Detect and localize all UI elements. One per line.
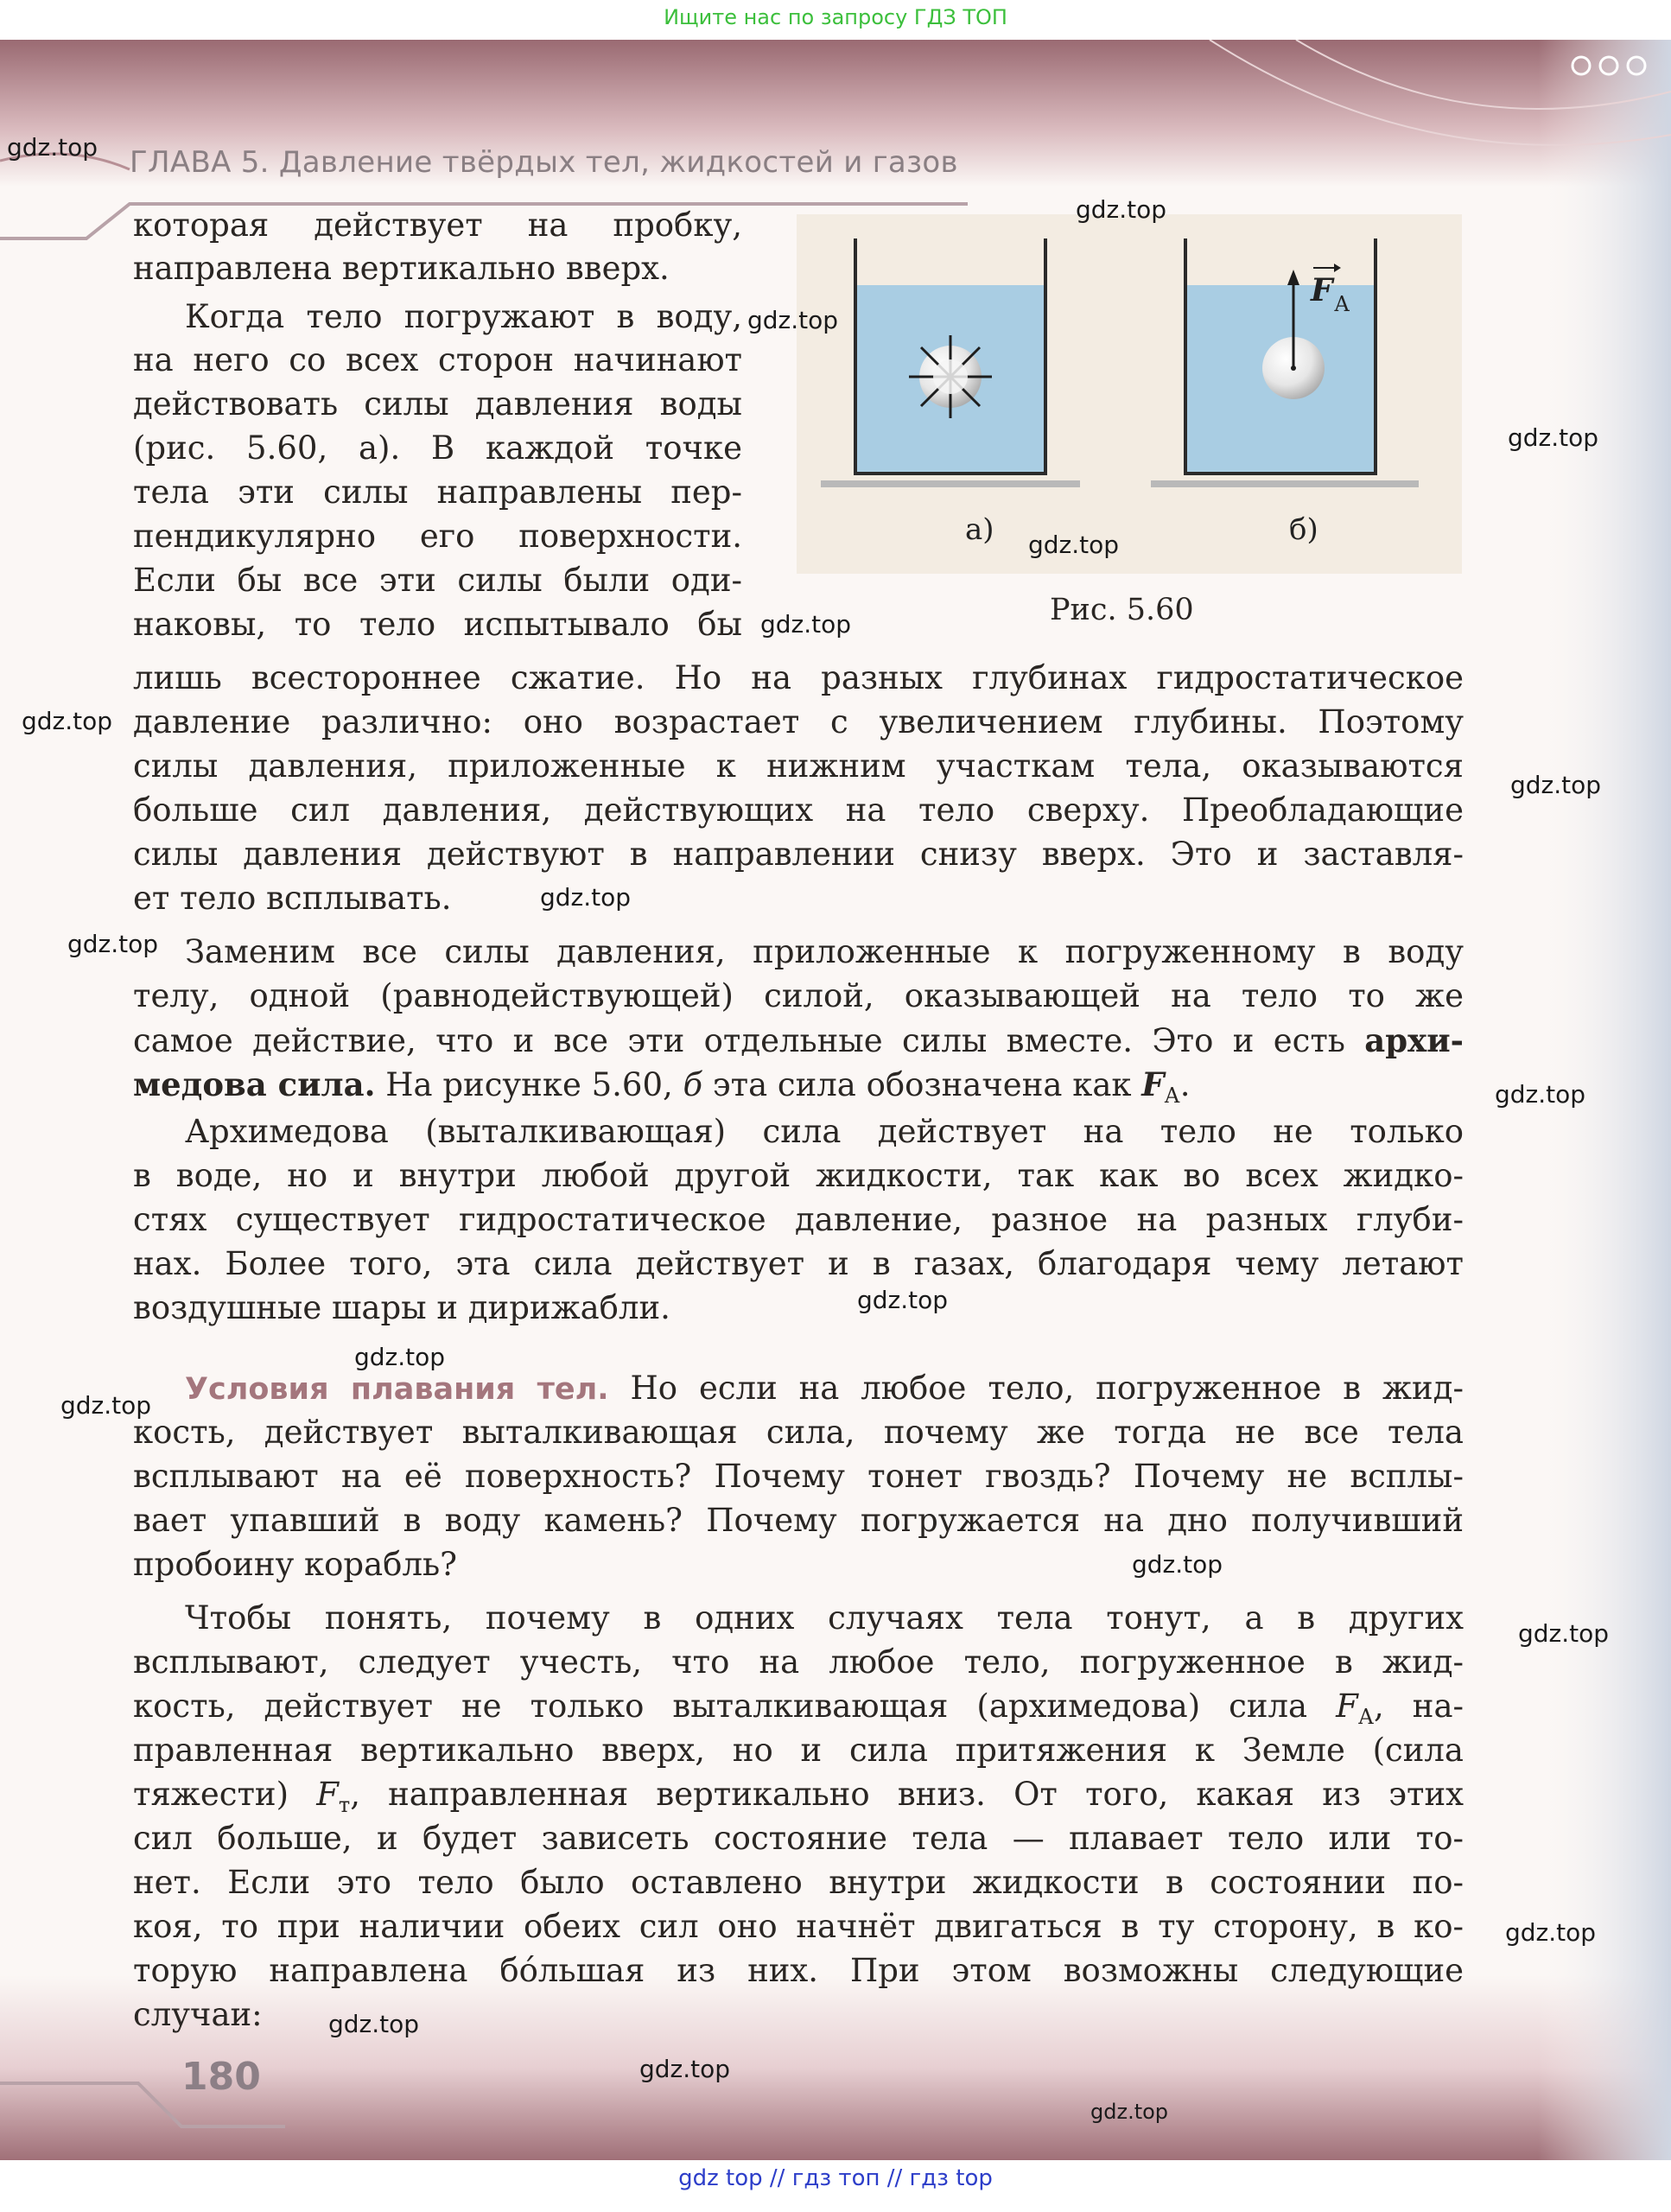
force-label-f: F bbox=[1311, 272, 1333, 308]
watermark: gdz.top bbox=[857, 1286, 949, 1314]
text-line: правленная вертикально вверх, но и сила притяжения к Земле (сила bbox=[133, 1732, 1464, 1769]
watermark: gdz.top bbox=[354, 1343, 446, 1371]
text-line: на него со всех сторон начинают bbox=[133, 341, 742, 378]
figure-5-60-drawing bbox=[797, 214, 1462, 574]
text-line: случаи: bbox=[133, 1996, 263, 2033]
chapter-header: ГЛАВА 5. Давление твёрдых тел, жидкостей и газов bbox=[130, 145, 958, 180]
page-number: 180 bbox=[181, 2055, 261, 2099]
text-line: Условия плавания тел. Но если на любое тело, погруженное в жид- bbox=[185, 1370, 1465, 1407]
watermark: gdz.top bbox=[1090, 2100, 1169, 2124]
text-line: кость, действует выталкивающая сила, почему же тогда не все тела bbox=[133, 1414, 1464, 1451]
figure-5-60 bbox=[797, 214, 1462, 574]
text-line: Если бы все эти силы были оди- bbox=[133, 562, 742, 599]
text-line: стях существует гидростатическое давление, разное на разных глуби- bbox=[133, 1201, 1464, 1238]
force-label-sub: А bbox=[1334, 292, 1350, 316]
text-line: коя, то при наличии обеих сил оно начнёт двигаться в ту сторону, в ко- bbox=[133, 1908, 1464, 1945]
text-line: действовать силы давления воды bbox=[133, 385, 742, 423]
watermark: gdz.top bbox=[760, 610, 852, 639]
footer-links[interactable]: gdz top // гдз топ // гдз top bbox=[678, 2165, 993, 2191]
text-line: медова сила. На рисунке 5.60, б эта сила обозначена как $F_А$. bbox=[133, 1065, 1191, 1108]
watermark: gdz.top bbox=[639, 2055, 731, 2083]
text-line: (рис. 5.60, а). В каждой точке bbox=[133, 429, 742, 467]
text-line: лишь всестороннее сжатие. Но на разных глубинах гидростатическое bbox=[133, 659, 1464, 696]
watermark: gdz.top bbox=[747, 306, 839, 334]
text-line: вает упавший в воду камень? Почему погружается на дно получивший bbox=[133, 1502, 1464, 1539]
text-line: давление различно: оно возрастает с увеличением глубины. Поэтому bbox=[133, 703, 1464, 741]
watermark: gdz.top bbox=[1505, 1918, 1597, 1947]
text-line: Когда тело погружают в воду, bbox=[185, 298, 742, 335]
text-line: Архимедова (выталкивающая) сила действует на тело не только bbox=[185, 1113, 1464, 1150]
watermark: gdz.top bbox=[1518, 1619, 1610, 1648]
text-line: направлена вертикально вверх. bbox=[133, 250, 670, 287]
figure-label-a: а) bbox=[965, 512, 994, 547]
text-line: всплывают на её поверхность? Почему тонет гвоздь? Почему не всплы- bbox=[133, 1458, 1464, 1495]
text-line: кость, действует не только выталкивающая (архимедова) сила $F_А$, на- bbox=[133, 1688, 1465, 1729]
text-line: больше сил давления, действующих на тело сверху. Преобладающие bbox=[133, 791, 1464, 829]
watermark: gdz.top bbox=[1132, 1550, 1223, 1579]
watermark: gdz.top bbox=[22, 707, 113, 735]
vessel-b bbox=[1151, 238, 1419, 487]
text-line: силы давления действуют в направлении снизу вверх. Это и заставля- bbox=[133, 836, 1464, 873]
watermark: gdz.top bbox=[1510, 771, 1602, 799]
text-line: пробоину корабль? bbox=[133, 1546, 457, 1583]
watermark: gdz.top bbox=[7, 133, 98, 162]
watermark: gdz.top bbox=[1076, 195, 1167, 224]
text-line: Заменим все силы давления, приложенные к погруженному в воду bbox=[185, 933, 1464, 970]
text-line: воздушные шары и дирижабли. bbox=[133, 1289, 670, 1326]
watermark: gdz.top bbox=[67, 930, 159, 958]
text-line: торую направлена бóльшая из них. При этом возможны следующие bbox=[133, 1952, 1464, 1989]
text-line: Чтобы понять, почему в одних случаях тела тонут, а в других bbox=[185, 1599, 1464, 1637]
text-line: всплывают, следует учесть, что на любое тело, погруженное в жид- bbox=[133, 1643, 1464, 1681]
watermark: gdz.top bbox=[328, 2010, 420, 2038]
text-line: нет. Если это тело было оставлено внутри жидкости в состоянии по- bbox=[133, 1864, 1464, 1901]
text-line: силы давления, приложенные к нижним участкам тела, оказываются bbox=[133, 747, 1464, 785]
text-line: телу, одной (равнодействующей) силой, оказывающей на тело то же bbox=[133, 977, 1464, 1014]
watermark: gdz.top bbox=[60, 1391, 152, 1420]
watermark: gdz.top bbox=[1495, 1080, 1586, 1109]
watermark: gdz.top bbox=[540, 883, 632, 912]
figure-label-b: б) bbox=[1289, 512, 1318, 547]
text-line: сил больше, и будет зависеть состояние тела — плавает тело или то- bbox=[133, 1820, 1464, 1857]
watermark: gdz.top bbox=[1028, 531, 1120, 559]
text-line: пендикулярно его поверхности. bbox=[133, 518, 742, 555]
text-line: тела эти силы направлены пер- bbox=[133, 474, 742, 511]
text-line: ет тело всплывать. bbox=[133, 880, 452, 917]
watermark: gdz.top bbox=[1508, 423, 1599, 452]
text-line: тяжести) $F_т$, направленная вертикально вниз. От того, какая из этих bbox=[133, 1776, 1464, 1817]
text-line: в воде, но и внутри любой другой жидкости, так как во всех жидко- bbox=[133, 1157, 1464, 1194]
figure-caption: Рис. 5.60 bbox=[1050, 593, 1194, 627]
top-banner-link[interactable]: Ищите нас по запросу ГДЗ ТОП bbox=[664, 5, 1007, 29]
text-line: наковы, то тело испытывало бы bbox=[133, 606, 742, 643]
text-line: которая действует на пробку, bbox=[133, 207, 742, 244]
vessel-a bbox=[821, 238, 1080, 487]
top-banner bbox=[0, 0, 1671, 40]
section-title: Условия плавания тел. bbox=[185, 1372, 609, 1407]
text-line: самое действие, что и все эти отдельные силы вместе. Это и есть архи- bbox=[133, 1021, 1465, 1059]
text-line: нах. Более того, эта сила действует и в газах, благодаря чему летают bbox=[133, 1245, 1464, 1282]
